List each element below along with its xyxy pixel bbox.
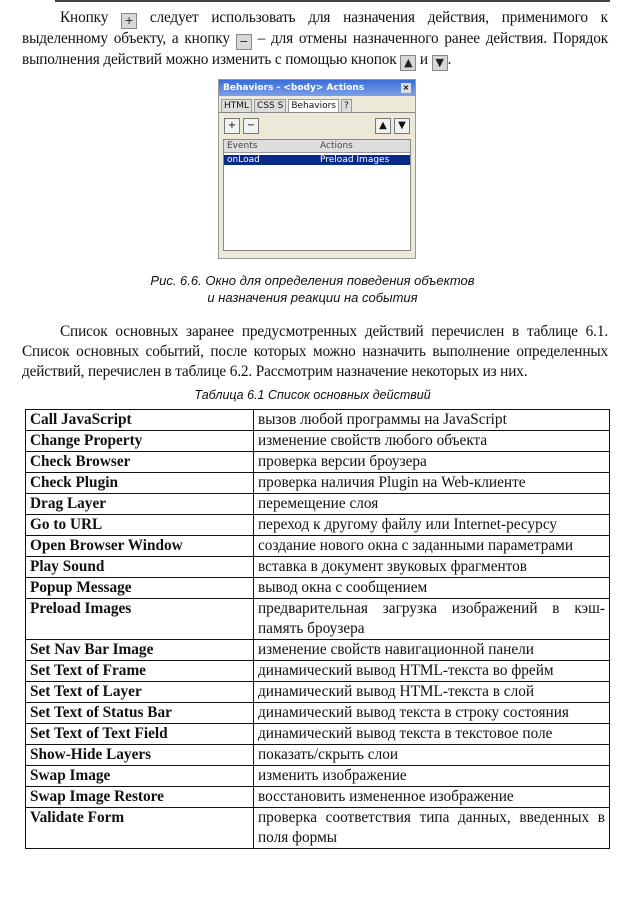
action-name: Set Text of Frame <box>26 661 254 682</box>
action-name: Go to URL <box>26 515 254 536</box>
plus-button-icon: + <box>121 13 137 29</box>
action-name: Swap Image Restore <box>26 787 254 808</box>
action-name: Validate Form <box>26 808 254 849</box>
action-name: Set Text of Layer <box>26 682 254 703</box>
table-row <box>26 473 610 494</box>
text: следует использовать для назначения действия, применимого к выделенному объекту, а кнопку <box>22 9 608 47</box>
action-name: Swap Image <box>26 766 254 787</box>
table-row <box>26 599 610 640</box>
table-row <box>26 557 610 578</box>
table-row <box>26 682 610 703</box>
action-description: проверка наличия Plugin на Web-клиенте <box>254 473 610 494</box>
tab-html: HTML <box>221 99 252 112</box>
title-text: Behaviors - <body> Actions <box>223 83 365 93</box>
panel-tabs <box>219 96 415 113</box>
action-name: Change Property <box>26 431 254 452</box>
action-description: вывод окна с сообщением <box>254 578 610 599</box>
action-description: изменение свойств навигационной панели <box>254 640 610 661</box>
action-name: Call JavaScript <box>26 410 254 431</box>
table-row <box>26 640 610 661</box>
panel-down-arrow-icon: ▼ <box>394 118 410 134</box>
action-name: Preload Images <box>26 599 254 640</box>
panel-up-arrow-icon: ▲ <box>375 118 391 134</box>
behaviors-panel-figure <box>218 79 416 259</box>
table-caption: Таблица 6.1 Список основных действий <box>194 388 431 402</box>
action-cell: Preload Images <box>320 155 390 165</box>
action-description: показать/скрыть слои <box>254 745 610 766</box>
actions-header: Actions <box>320 141 353 151</box>
table-row <box>26 745 610 766</box>
table-row <box>26 515 610 536</box>
table-row <box>26 766 610 787</box>
tab-behaviors: Behaviors <box>288 99 339 112</box>
action-description: проверка соответствия типа данных, введенных в поля формы <box>254 808 610 849</box>
caption-line: Рис. 6.6. Окно для определения поведения объектов <box>150 273 475 288</box>
action-name: Drag Layer <box>26 494 254 515</box>
table-row <box>26 536 610 557</box>
table-row <box>26 494 610 515</box>
action-name: Set Text of Text Field <box>26 724 254 745</box>
tab-css: CSS S <box>254 99 286 112</box>
action-name: Play Sound <box>26 557 254 578</box>
action-description: динамический вывод текста в текстовое поле <box>254 724 610 745</box>
actions-table <box>25 409 610 849</box>
close-icon: × <box>402 83 410 92</box>
behaviors-grid <box>223 139 411 251</box>
figure-caption <box>0 272 625 306</box>
panel-toolbar <box>219 113 415 139</box>
table-row <box>26 661 610 682</box>
action-description: динамический вывод HTML-текста во фрейм <box>254 661 610 682</box>
action-description: изменение свойств любого объекта <box>254 431 610 452</box>
event-cell: onLoad <box>227 155 260 165</box>
action-name: Popup Message <box>26 578 254 599</box>
action-description: переход к другому файлу или Internet-ресурсу <box>254 515 610 536</box>
up-arrow-icon: ▲ <box>400 55 416 71</box>
help-icon: ? <box>341 99 352 112</box>
table-row <box>26 578 610 599</box>
table-row <box>26 410 610 431</box>
text: . <box>447 51 452 68</box>
table-row <box>26 808 610 849</box>
table-row <box>26 787 610 808</box>
action-description: предварительная загрузка изображений в кэш-память броузера <box>254 599 610 640</box>
action-description: восстановить измененное изображение <box>254 787 610 808</box>
text: Кнопку <box>60 9 109 26</box>
action-description: изменить изображение <box>254 766 610 787</box>
body-paragraph: Список основных заранее предусмотренных действий перечислен в таблице 6.1. Список основных событий, после которых можно назначить выполнение определенных действий, перечислен в таблице 6.2. Рассмотрим назначение некоторых из них. <box>22 323 608 380</box>
action-name: Set Text of Status Bar <box>26 703 254 724</box>
action-description: динамический вывод HTML-текста в слой <box>254 682 610 703</box>
caption-line: и назначения реакции на события <box>207 290 418 305</box>
minus-icon: − <box>243 118 259 134</box>
action-name: Open Browser Window <box>26 536 254 557</box>
text: и <box>419 51 428 68</box>
action-description: проверка версии броузера <box>254 452 610 473</box>
panel-title <box>219 80 415 96</box>
table-row <box>26 703 610 724</box>
action-name: Check Plugin <box>26 473 254 494</box>
action-description: создание нового окна с заданными параметрами <box>254 536 610 557</box>
table-row <box>26 452 610 473</box>
text: – для отмены назначенного ранее действия. Порядок выполнения действий можно изменить с помощью кнопок <box>22 30 608 68</box>
down-arrow-icon: ▼ <box>432 55 448 71</box>
action-description: динамический вывод текста в строку состояния <box>254 703 610 724</box>
action-description: вставка в документ звуковых фрагментов <box>254 557 610 578</box>
action-name: Check Browser <box>26 452 254 473</box>
table-row <box>26 724 610 745</box>
action-description: перемещение слоя <box>254 494 610 515</box>
plus-icon: + <box>224 118 240 134</box>
intro-paragraph <box>22 0 608 71</box>
minus-button-icon: − <box>236 34 252 50</box>
top-rule <box>55 0 610 2</box>
action-description: вызов любой программы на JavaScript <box>254 410 610 431</box>
table-row <box>26 431 610 452</box>
action-name: Show-Hide Layers <box>26 745 254 766</box>
action-name: Set Nav Bar Image <box>26 640 254 661</box>
events-header: Events <box>227 141 258 151</box>
